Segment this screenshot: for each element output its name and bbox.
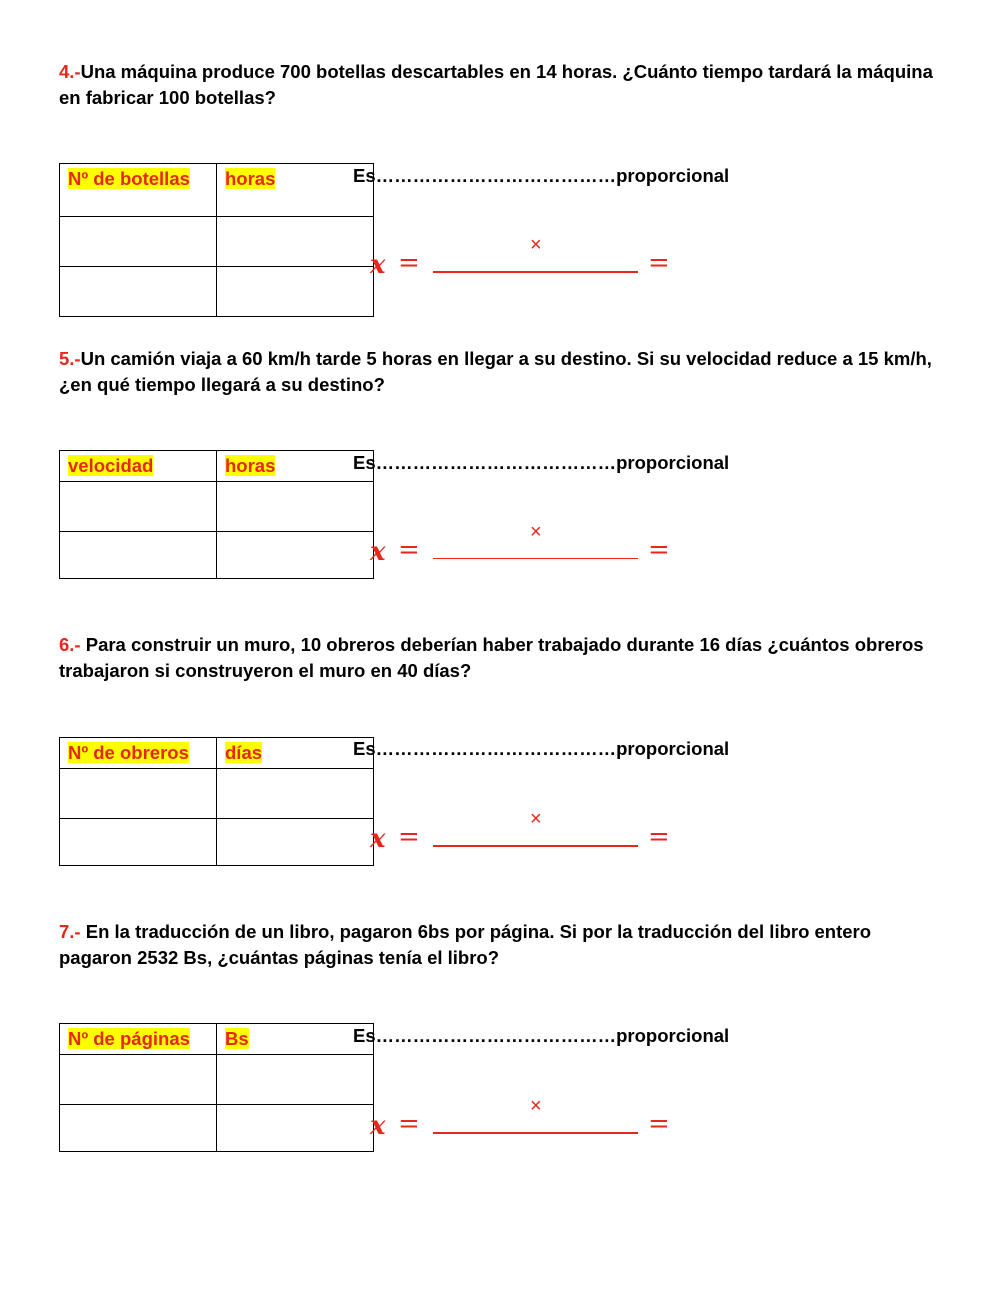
table-header-cell <box>217 1024 374 1055</box>
table-row <box>60 1105 374 1152</box>
table-cell-input[interactable] <box>60 1105 217 1152</box>
table-cell-input[interactable] <box>60 819 217 866</box>
formula-equals: = <box>648 248 670 278</box>
formula-equals: = <box>648 822 670 852</box>
table-header-row <box>60 1024 374 1055</box>
table-cell-input[interactable] <box>60 532 217 579</box>
answer-table <box>59 163 374 317</box>
question-text <box>59 59 944 111</box>
table-header-cell <box>60 451 217 482</box>
formula-variable: x <box>370 250 386 280</box>
table-cell-input[interactable] <box>217 1105 374 1152</box>
column-header-quantity: Nº de botellas <box>68 168 190 189</box>
formula-times: × <box>530 1095 542 1117</box>
table-header-row <box>60 164 374 217</box>
formula <box>370 521 680 579</box>
table-cell-input[interactable] <box>217 819 374 866</box>
column-header-quantity: Nº de páginas <box>68 1028 190 1049</box>
formula-times: × <box>530 808 542 830</box>
table-row <box>60 769 374 819</box>
fraction-bar <box>433 1132 638 1134</box>
formula <box>370 234 680 292</box>
column-header-unit: horas <box>225 455 276 476</box>
table-row <box>60 217 374 267</box>
table-row <box>60 1055 374 1105</box>
problem-6 <box>0 632 1000 919</box>
formula-variable: x <box>370 1111 386 1141</box>
table-header-cell <box>217 738 374 769</box>
answer-table <box>59 450 374 579</box>
question-body: Un camión viaja a 60 km/h tarde 5 horas en llegar a su destino. Si su velocidad reduce a 15 km/h, ¿en qué tiempo llegará a su destino? <box>59 348 932 395</box>
table-header-cell <box>60 1024 217 1055</box>
formula-equals: = <box>648 1109 670 1139</box>
formula-equals: = <box>398 248 420 278</box>
table-row <box>60 819 374 866</box>
table-cell-input[interactable] <box>217 532 374 579</box>
table-cell-input[interactable] <box>60 769 217 819</box>
question-number: 7.- <box>59 921 81 942</box>
question-text <box>59 346 944 398</box>
table-header-row <box>60 451 374 482</box>
table-header-cell <box>217 451 374 482</box>
table-row <box>60 532 374 579</box>
question-number: 5.- <box>59 348 81 369</box>
proportionality-prompt: Es…………………………………proporcional <box>353 165 730 186</box>
formula <box>370 808 680 866</box>
table-cell-input[interactable] <box>217 1055 374 1105</box>
answer-table <box>59 737 374 866</box>
question-body: Una máquina produce 700 botellas descartables en 14 horas. ¿Cuánto tiempo tardará la máquina en fabricar 100 botellas? <box>59 61 933 108</box>
table-row <box>60 267 374 317</box>
column-header-quantity: velocidad <box>68 455 154 476</box>
proportionality-prompt: Es…………………………………proporcional <box>353 738 730 759</box>
formula-variable: x <box>370 537 386 567</box>
formula-equals: = <box>398 1109 420 1139</box>
question-text <box>59 919 944 971</box>
question-number: 6.- <box>59 634 81 655</box>
table-header-cell <box>217 164 374 217</box>
formula-equals: = <box>398 535 420 565</box>
table-cell-input[interactable] <box>60 267 217 317</box>
fraction-bar <box>433 558 638 559</box>
answer-table <box>59 1023 374 1152</box>
fraction-bar <box>433 845 638 847</box>
formula-equals: = <box>648 535 670 565</box>
column-header-unit: días <box>225 742 263 763</box>
table-cell-input[interactable] <box>217 267 374 317</box>
table-cell-input[interactable] <box>217 482 374 532</box>
formula-variable: x <box>370 824 386 854</box>
formula-equals: = <box>398 822 420 852</box>
fraction-bar <box>433 271 638 273</box>
table-row <box>60 482 374 532</box>
column-header-unit: horas <box>225 168 276 189</box>
formula-times: × <box>530 521 542 543</box>
question-body: En la traducción de un libro, pagaron 6bs por página. Si por la traducción del libro entero pagaron 2532 Bs, ¿cuántas páginas tenía el libro? <box>59 921 872 968</box>
question-number: 4.- <box>59 61 81 82</box>
formula <box>370 1095 680 1153</box>
table-cell-input[interactable] <box>60 1055 217 1105</box>
formula-times: × <box>530 234 542 256</box>
table-cell-input[interactable] <box>217 769 374 819</box>
table-header-row <box>60 738 374 769</box>
column-header-unit: Bs <box>225 1028 249 1049</box>
proportionality-prompt: Es…………………………………proporcional <box>353 452 730 473</box>
column-header-quantity: Nº de obreros <box>68 742 189 763</box>
question-body: Para construir un muro, 10 obreros deberían haber trabajado durante 16 días ¿cuántos obreros trabajaron si construyeron el muro en 40 días? <box>59 634 924 681</box>
problem-7 <box>0 919 1000 1206</box>
table-cell-input[interactable] <box>60 217 217 267</box>
proportionality-prompt: Es…………………………………proporcional <box>353 1025 730 1046</box>
table-cell-input[interactable] <box>60 482 217 532</box>
question-text <box>59 632 944 684</box>
problem-4 <box>0 59 1000 346</box>
table-header-cell <box>60 164 217 217</box>
problem-5 <box>0 346 1000 633</box>
table-header-cell <box>60 738 217 769</box>
table-cell-input[interactable] <box>217 217 374 267</box>
